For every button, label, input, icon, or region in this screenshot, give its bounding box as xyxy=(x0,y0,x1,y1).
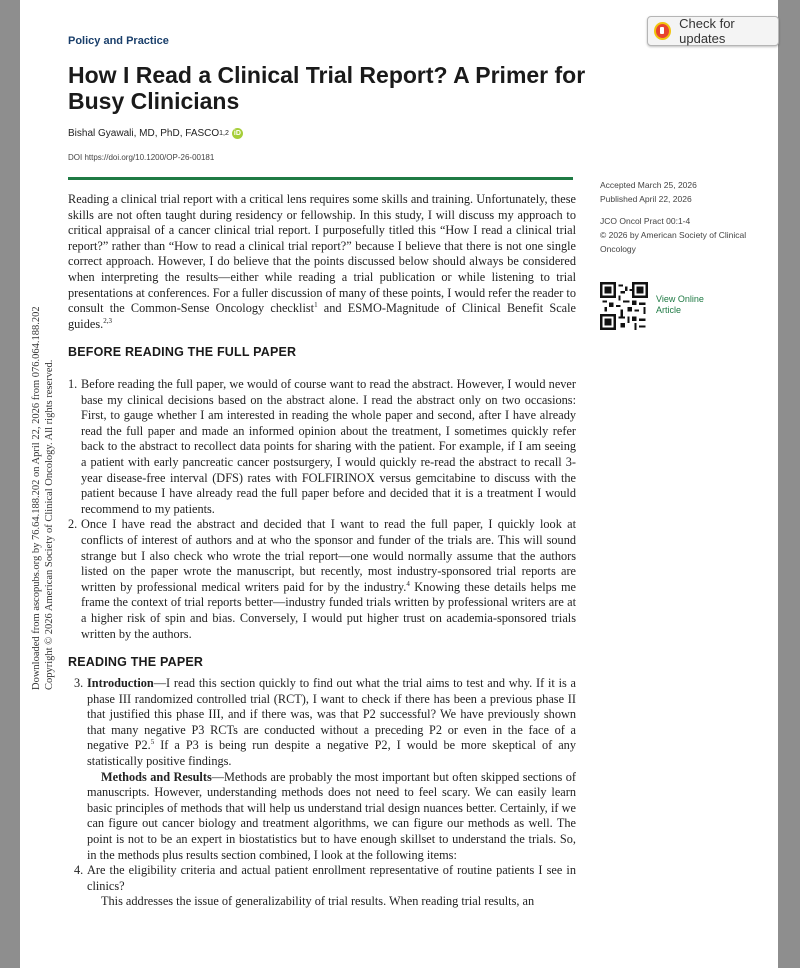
article-title: How I Read a Clinical Trial Report? A Primer for Busy Clinicians xyxy=(68,62,586,114)
item-text: Introduction—I read this section quickly to find out what the trial aims to test and why. If it is a phase III randomized controlled trial (RCT), I want to check if there has been a previous phase II that justified this phase III, and if there was, was that P2 successful? We have previously shown that many negative P3 RCTs are conducted without a preceding P2 or even in the face of a negative P2.$^5$ If a P3 is being run despite a negative P2, I would be more skeptical of any statistically positive findings. xyxy=(87,676,576,768)
ref-4[interactable]: 4 xyxy=(406,579,410,588)
accepted-date: Accepted March 25, 2026 xyxy=(600,180,697,190)
crossmark-icon xyxy=(654,22,671,40)
doi-link[interactable]: DOI https://doi.org/10.1200/OP-26-00181 xyxy=(68,153,215,162)
section-heading-before-reading: BEFORE READING THE FULL PAPER xyxy=(68,345,297,359)
list-item xyxy=(74,676,576,770)
item-text: Are the eligibility criteria and actual patient enrollment representative of routine patients I see in clinics? xyxy=(87,863,576,893)
item-text: Once I have read the abstract and decided that I want to read the full paper, I quickly look at conflicts of interest of authors and at who the sponsor and funder of the trials are. This will sound strange but I also check who wrote the trial report—one would normally assume that the authors listed on the paper wrote the manuscript, but recently, most industry-sponsored trial reports are written by professional medical writers paid for by the industry.$^4$ Knowing these details helps me frame the context of trial reports better—industry funded trials written by professional writers are at a higher risk of spin and bias. Conversely, I would put higher trust on academia-sponsored trials written by the authors. xyxy=(81,517,576,641)
journal-citation: JCO Oncol Pract 00:1-4 xyxy=(600,216,691,226)
view-online-article-link[interactable]: View Online Article xyxy=(656,294,704,315)
item-number: 2. xyxy=(68,517,78,532)
intro-lead: Introduction xyxy=(87,676,154,690)
download-line: Downloaded from ascopubs.org by 76.64.188.202 on April 22, 2026 from 076.064.188.202 xyxy=(31,306,42,690)
copyright-line: Copyright © 2026 American Society of Clinical Oncology. All rights reserved. xyxy=(44,359,55,690)
article-meta xyxy=(600,178,750,256)
item-text: Before reading the full paper, we would of course want to read the abstract. However, I would never base my clinical decisions based on the abstract alone. I read the abstract only on two occasions: First, to gauge whether I am interested in reading the whole paper and second, after I have already read the full paper and made an informed opinion about the treatment, I sometimes quickly refer back to the abstract to recollect data points for sharing with the patient. For example, if I am seeing a patient with early pancreatic cancer postsurgery, I would quickly re-read the abstract to recall 3-year disease-free interval (DFS) rates with FOLFIRINOX versus gemcitabine to discuss with the patient because I have already read the full paper before and decided that it is a treatment I would recommend to my patients. xyxy=(81,377,576,516)
methods-results-paragraph: Methods and Results—Methods are probably the most important but often skipped sections of manuscripts. However, understanding methods does not need to feel scary. We can easily learn basic principles of methods that will help us understand trial design nuances better. Certainly, if we can figure out cancer biology and treatment algorithms, we can figure our methods as well. The point is not to be an expert in biostatistics but to have enough skillset to understand the trials. So, in the methods plus results section combined, I look at the following items: xyxy=(87,769,576,862)
list-item xyxy=(74,863,576,894)
qr-code-icon xyxy=(600,282,648,330)
item-followup-text: This addresses the issue of generalizability of trial results. When reading trial results, an xyxy=(101,894,535,909)
divider xyxy=(68,177,573,180)
orcid-icon[interactable]: iD xyxy=(233,130,241,137)
check-for-updates-label: Check for updates xyxy=(679,16,735,46)
author-name: Bishal Gyawali, MD, PhD, FASCO xyxy=(68,128,220,139)
author-affiliation: 1,2 xyxy=(219,130,229,137)
check-for-updates-button[interactable] xyxy=(647,16,779,46)
published-date: Published April 22, 2026 xyxy=(600,194,692,204)
ref-1[interactable]: 1 xyxy=(314,301,318,310)
ref-2-3[interactable]: 2,3 xyxy=(103,316,112,325)
list-item xyxy=(68,517,576,642)
item-number: 3. xyxy=(74,676,84,690)
methods-results-lead: Methods and Results xyxy=(101,769,212,784)
item-number: 1. xyxy=(68,377,78,391)
intro-text: Reading a clinical trial report with a critical lens requires some skills and training. Unfortunately, these skills are not often taught during residency or fellowship. In this study, I will discuss my approach to critical appraisal of a cancer clinical trial report. I purposefully titled this “How I read a clinical trial report?” rather than “How to read a clinical trial report?” because I believe that there is not one single correct approach. However, I do believe that the points discussed below should always be considered when interpreting the results—either while reading a trial publication or while listening to trial presentations at conferences. For a fuller discussion of many of these points, I would refer the reader to consult the Common-Sense Oncology checklist xyxy=(68,192,576,316)
list-reading-paper xyxy=(74,676,576,910)
copyright-notice: © 2026 by American Society of Clinical Oncology xyxy=(600,230,747,254)
intro-text-2: and ESMO-Magnitude of Clinical Benefit Scale guides. xyxy=(68,301,576,331)
intro-paragraph xyxy=(68,192,576,332)
download-notice xyxy=(30,306,56,690)
section-label: Policy and Practice xyxy=(68,35,169,47)
item-number: 4. xyxy=(74,863,84,878)
list-item xyxy=(74,770,576,864)
section-heading-reading-the-paper: READING THE PAPER xyxy=(68,655,204,669)
list-before-reading xyxy=(68,377,576,642)
ref-5[interactable]: 5 xyxy=(150,738,155,747)
author-line xyxy=(68,128,243,139)
list-item xyxy=(74,894,576,910)
list-item xyxy=(68,377,576,517)
